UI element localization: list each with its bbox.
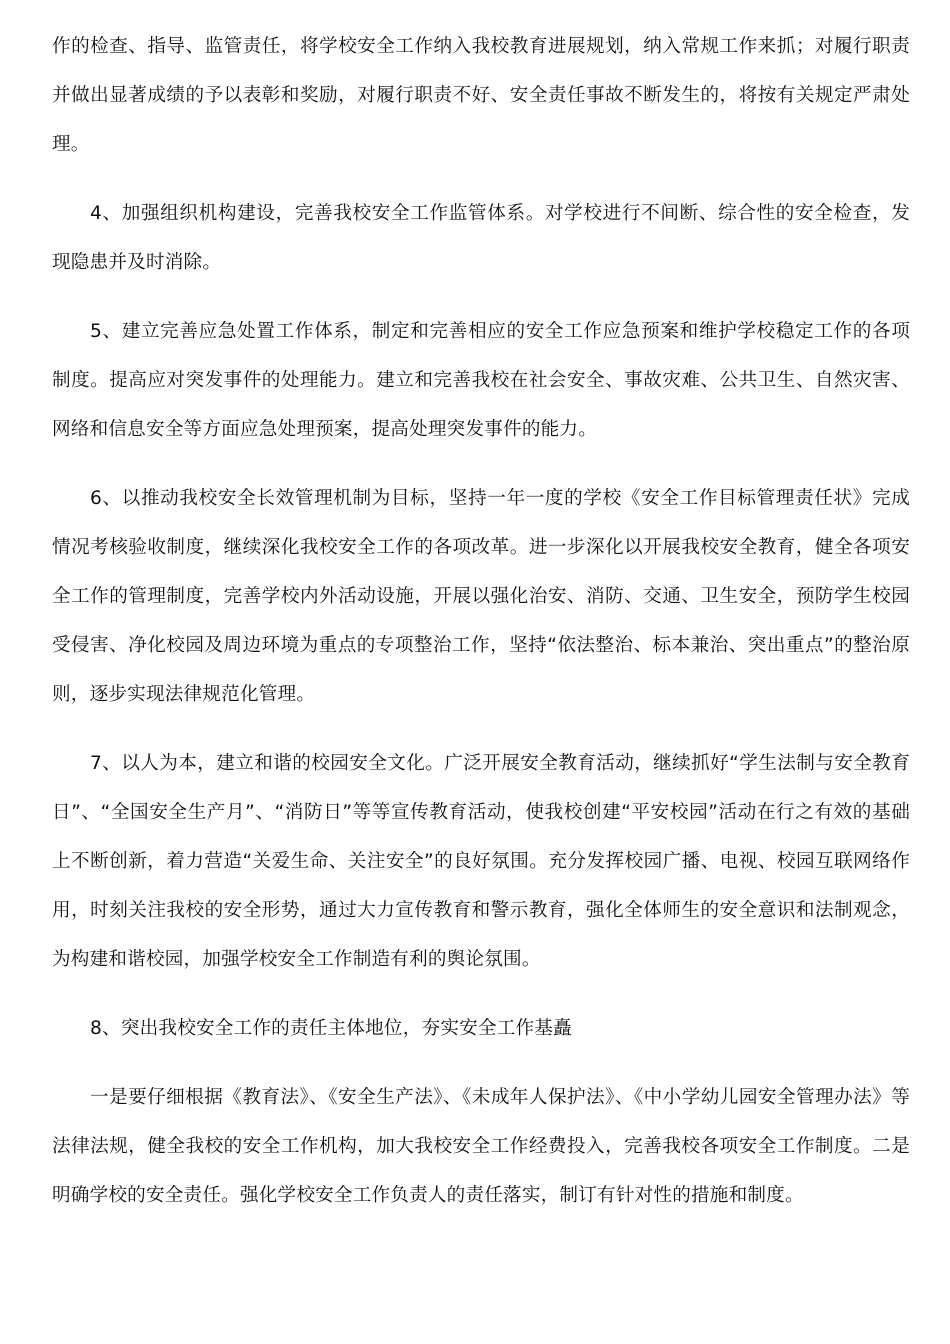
paragraph-item-7: 7、以人为本，建立和谐的校园安全文化。广泛开展安全教育活动，继续抓好“学生法制与安全教育日”、“全国安全生产月”、“消防日”等等宣传教育活动，使我校创建“平安校园”活动在行之有效的基础上不断创新，着力营造“关爱生命、关注安全”的良好氛围。充分发挥校园广播、电视、校园互联网络作用，时刻关注我校的安全形势，通过大力宣传教育和警示教育，强化全体师生的安全意识和法制观念，为构建和谐校园，加强学校安全工作制造有利的舆论氛围。	[52, 753, 910, 970]
paragraph-item-8-detail: 一是要仔细根据《教育法》、《安全生产法》、《未成年人保护法》、《中小学幼儿园安全管理办法》等法律法规，健全我校的安全工作机构，加大我校安全工作经费投入，完善我校各项安全工作制度。二是明确学校的安全责任。强化学校安全工作负责人的责任落实，制订有针对性的措施和制度。	[52, 1087, 910, 1206]
paragraph-item-5: 5、建立完善应急处置工作体系，制定和完善相应的安全工作应急预案和维护学校稳定工作的各项制度。提高应对突发事件的处理能力。建立和完善我校在社会安全、事故灾难、公共卫生、自然灾害、网络和信息安全等方面应急处理预案，提高处理突发事件的能力。	[52, 321, 910, 440]
paragraph-item-4: 4、加强组织机构建设，完善我校安全工作监管体系。对学校进行不间断、综合性的安全检查，发现隐患并及时消除。	[52, 203, 910, 273]
paragraph-continuation: 作的检查、指导、监管责任，将学校安全工作纳入我校教育进展规划，纳入常规工作来抓；对履行职责并做出显著成绩的予以表彰和奖励，对履行职责不好、安全责任事故不断发生的，将按有关规定严肃处理。	[52, 36, 910, 155]
paragraph-item-6: 6、以推动我校安全长效管理机制为目标，坚持一年一度的学校《安全工作目标管理责任状》完成情况考核验收制度，继续深化我校安全工作的各项改革。进一步深化以开展我校安全教育，健全各项安全工作的管理制度，完善学校内外活动设施，开展以强化治安、消防、交通、卫生安全，预防学生校园受侵害、净化校园及周边环境为重点的专项整治工作，坚持“依法整治、标本兼治、突出重点”的整治原则，逐步实现法律规范化管理。	[52, 488, 910, 705]
document-page	[52, 22, 910, 1240]
paragraph-item-8: 8、突出我校安全工作的责任主体地位，夯实安全工作基矗	[90, 1018, 572, 1039]
